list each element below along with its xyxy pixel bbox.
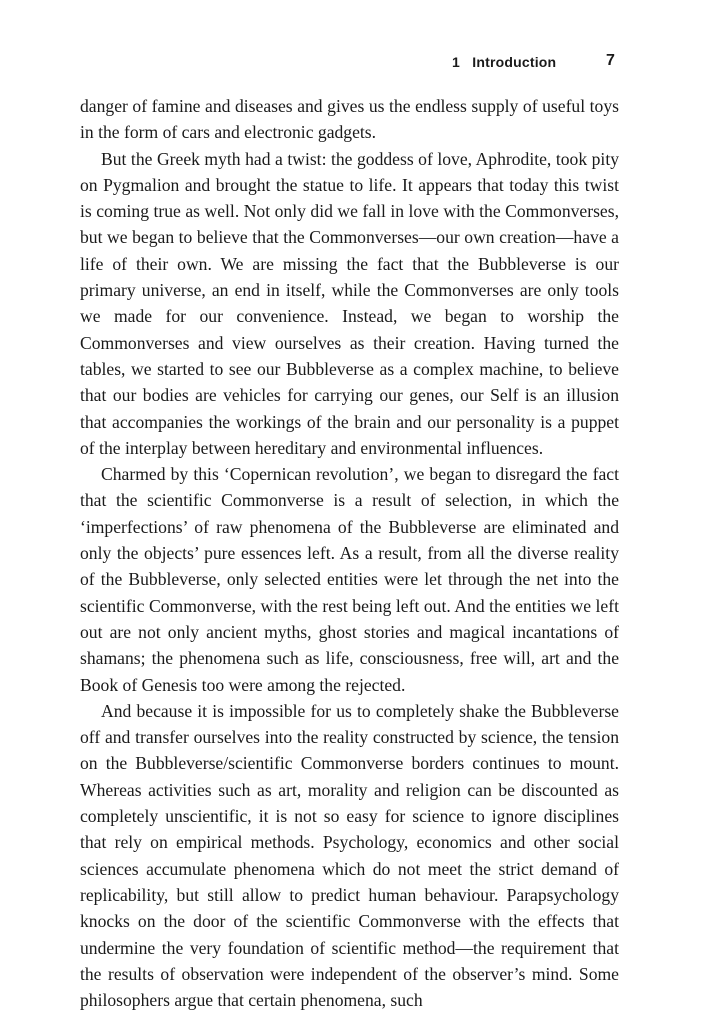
chapter-title: 1 Introduction <box>452 54 557 70</box>
paragraph-bubbleverse-tension: And because it is impossible for us to completely shake the Bubbleverse off and transfer ourselves into the reality constructed by science, the tension on the Bubbleverse/scientific Commonverse borders continues to mount. Whereas activities such as art, morality and religion can be discounted as completely unscientific, it is not so easy for science to ignore disciplines that rely on empirical methods. Psychology, economics and other social sciences accumulate phenomena which do not meet the strict demand of replicability, but still allow to predict human behaviour. Parapsychology knocks on the door of the scientific Commonverse with the effects that undermine the very foundation of scientific method—the requirement that the results of observation were independent of the observer’s mind. Some philosophers argue that certain phenomena, such <box>80 700 619 1011</box>
paragraph-greek-myth: But the Greek myth had a twist: the goddess of love, Aphrodite, took pity on Pygmalion and brought the statue to life. It appears that today this twist is coming true as well. Not only did we fall in love with the Commonverses, but we began to believe that the Commonverses—our own creation—have a life of their own. We are missing the fact that the Bubbleverse is our primary universe, an end in itself, while the Commonverses are only tools we made for our convenience. Instead, we began to worship the Commonverses and view ourselves as their creation. Having turned the tables, we started to see our Bubbleverse as a complex machine, to believe that our bodies are vehicles for carrying our genes, our Self is an illusion that accompanies the workings of the brain and our personality is a puppet of the interplay between hereditary and environmental influences. <box>80 148 619 458</box>
page-number: 7 <box>606 52 615 69</box>
running-head <box>0 52 704 76</box>
body-text <box>80 93 619 1013</box>
paragraph-copernican-revolution: Charmed by this ‘Copernican revolution’, we began to disregard the fact that the scientific Commonverse is a result of selection, in which the ‘imperfections’ of raw phenomena of the Bubbleverse are eliminated and only the objects’ pure essences left. As a result, from all the diverse reality of the Bubbleverse, only selected entities were let through the net into the scientific Commonverse, with the rest being left out. And the entities we left out are not only ancient myths, ghost stories and magical incantations of shamans; the phenomena such as life, consciousness, free will, art and the Book of Genesis too were among the rejected. <box>80 464 619 695</box>
paragraph-continued: danger of famine and diseases and gives us the endless supply of useful toys in the form of cars and electronic gadgets. <box>80 96 619 143</box>
